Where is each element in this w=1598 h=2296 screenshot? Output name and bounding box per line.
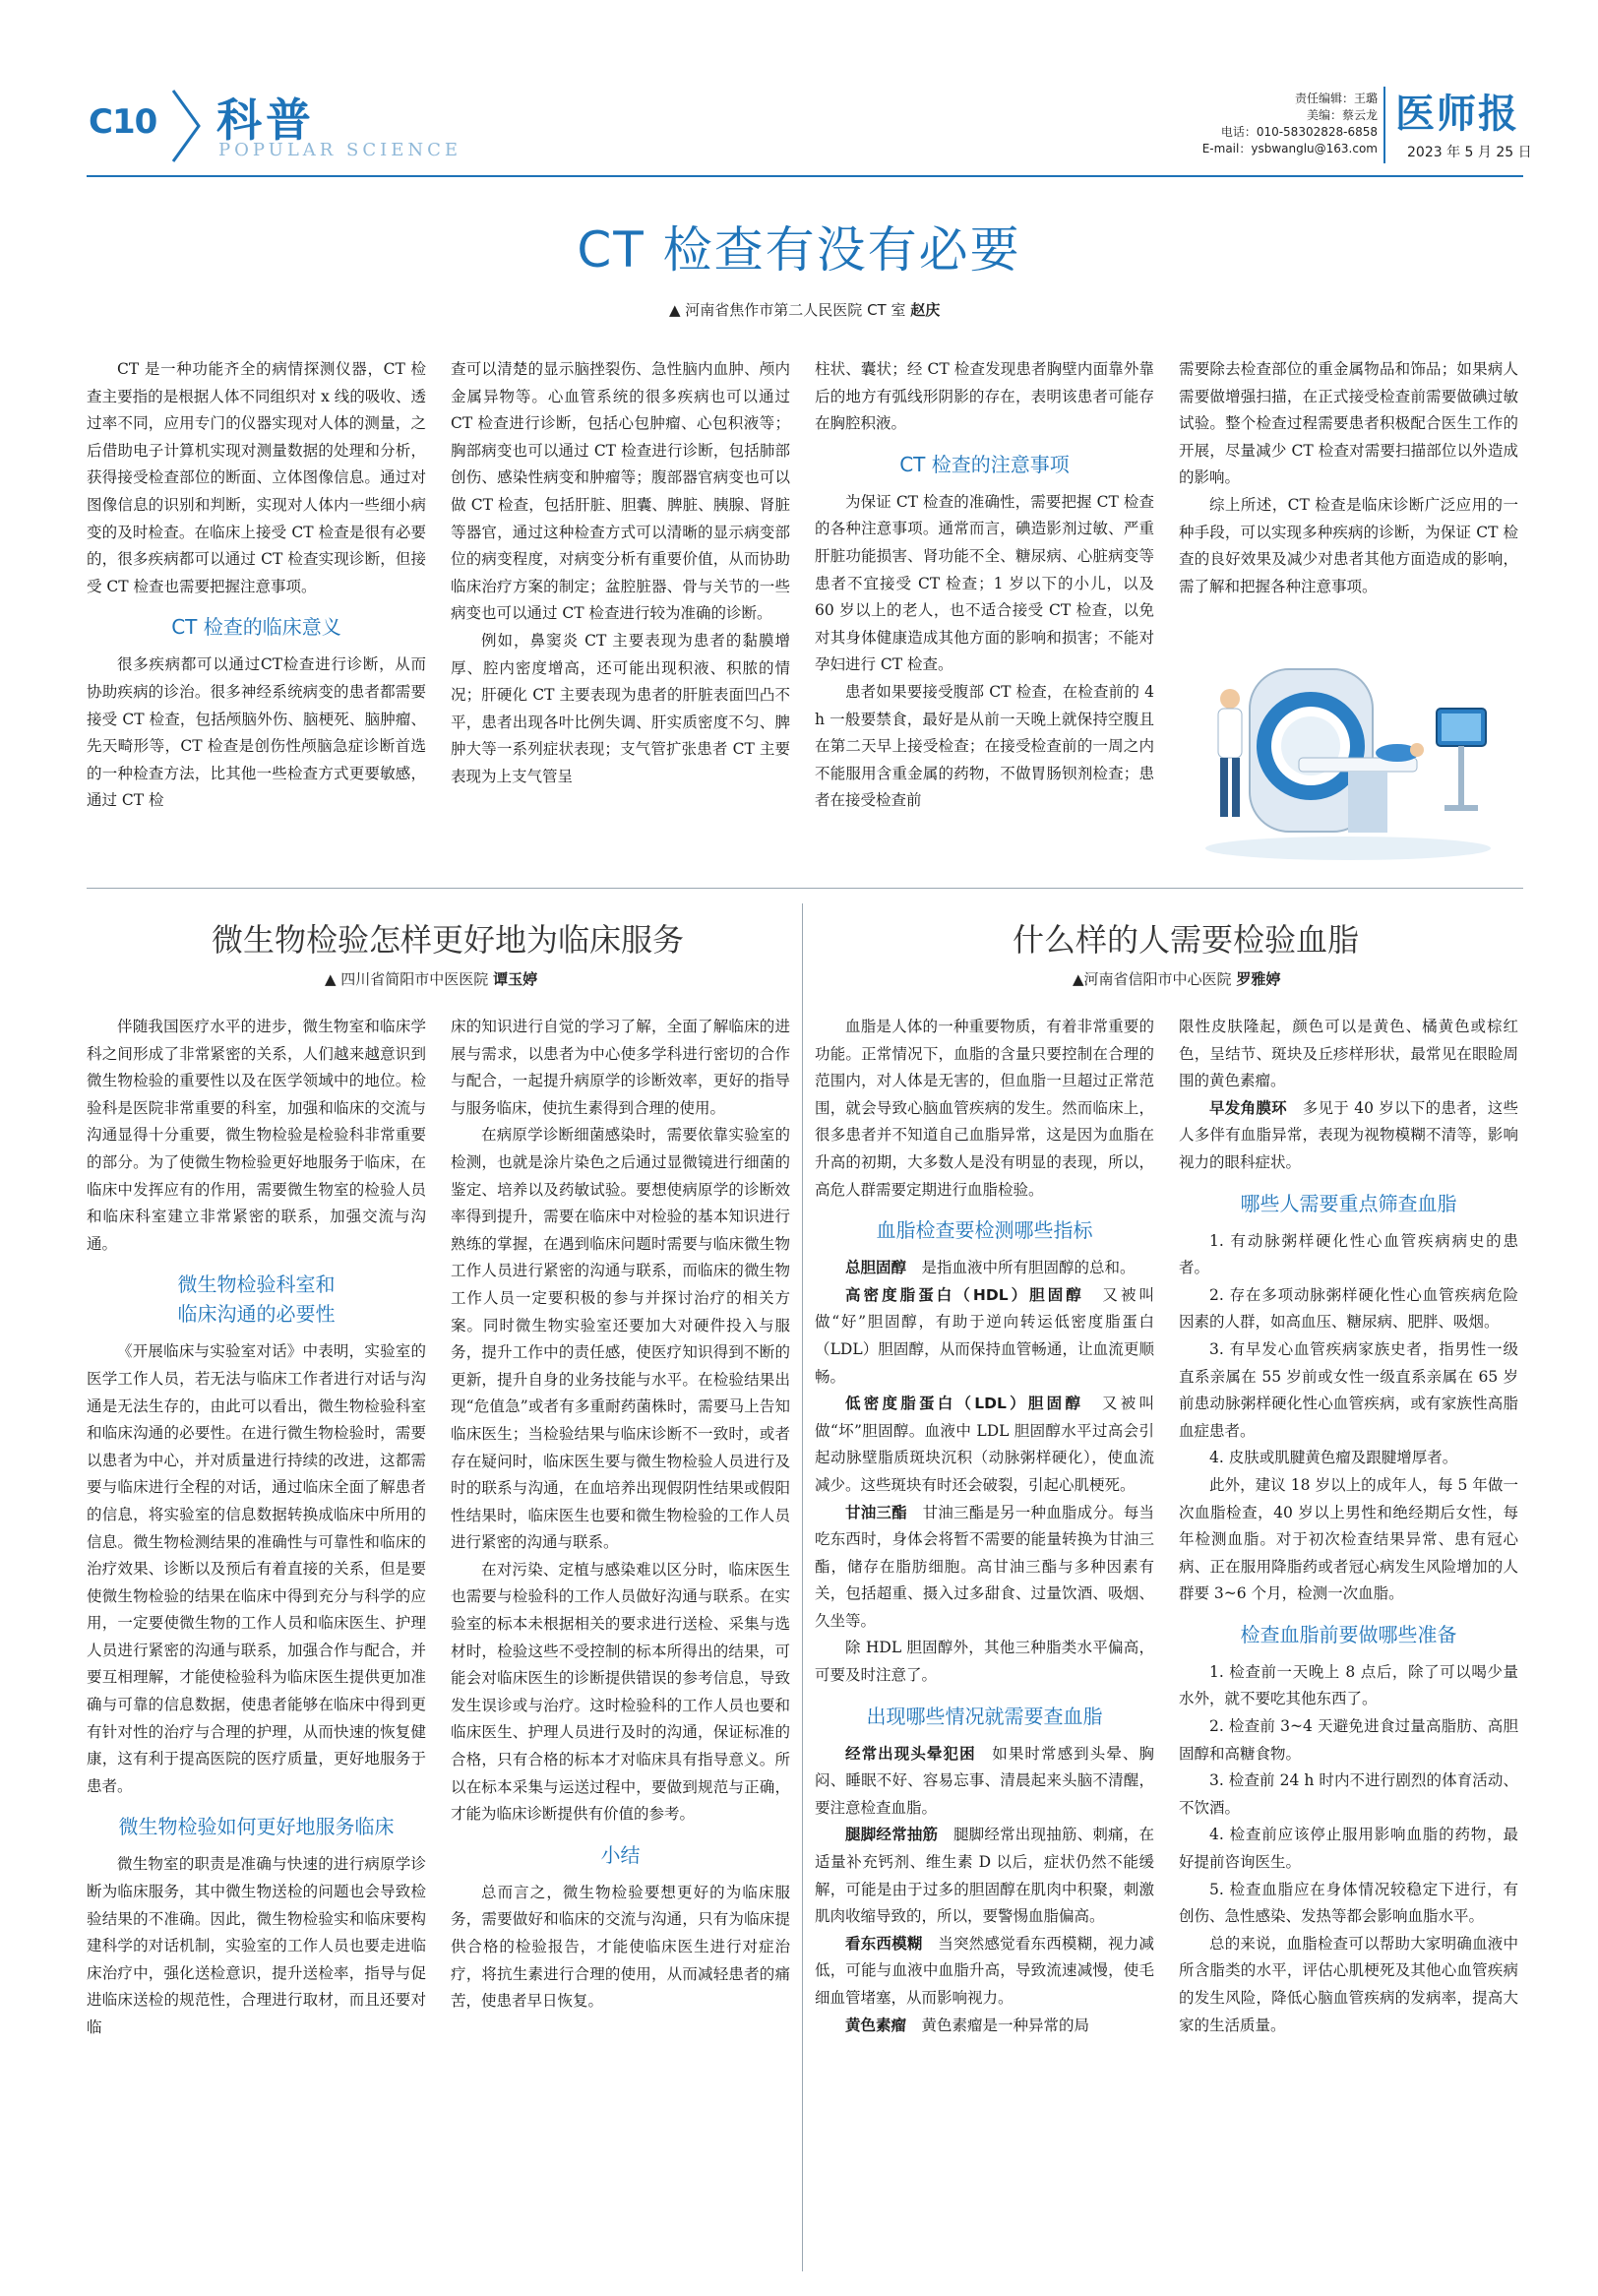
- subheading: 临床沟通的必要性: [177, 1302, 336, 1327]
- subheading: 血脂检查要检测哪些指标: [876, 1218, 1093, 1243]
- masthead-info: [1112, 91, 1378, 157]
- article2-byline-author: 谭玉婷: [493, 970, 538, 988]
- term-label: 总胆固醇: [845, 1259, 907, 1277]
- paragraph: 为保证 CT 检查的准确性，需要把握 CT 检查的各种注意事项。通常而言，碘造影剂过敏、严重肝脏功能损害、肾功能不全、糖尿病、心脏病变等患者不宜接受 CT 检查；1 岁以下的小儿，以及 60 岁以上的老人，也不适合接受 CT 检查，以免对其身体健康造成其他方面的影响和损害；不能对孕妇进行 CT 检查。: [815, 492, 1154, 674]
- term-text: 如果时常感到头晕、胸闷、睡眠不好、容易忘事、清晨起来头脑不清醒，要注意检查血脂。: [815, 1744, 1154, 1817]
- column-divider: [802, 903, 803, 2271]
- article2-title: 微生物检验怎样更好地为临床服务: [211, 921, 684, 959]
- term-text: 黄色素瘤是一种异常的局: [921, 2016, 1090, 2034]
- subheading: 小结: [600, 1842, 641, 1867]
- article3-column-1: [815, 1014, 1154, 2039]
- article1-column-1: [87, 356, 426, 815]
- article2-byline: [325, 968, 537, 989]
- editor-credit: 责任编辑：王璐: [1294, 92, 1378, 105]
- paragraph: 总的来说，血脂检查可以帮助大家明确血液中所含脂类的水平，评估心肌梗死及其他心血管疾病的发生风险，降低心脑血管疾病的发病率，提高大家的生活质量。: [1179, 1934, 1518, 2034]
- article3-title: 什么样的人需要检验血脂: [1012, 921, 1359, 959]
- term-label: 高密度脂蛋白（HDL）胆固醇: [845, 1285, 1084, 1304]
- term-text: 多见于 40 岁以下的患者，这些人多伴有血脂异常，表现为视物模糊不清等，影响视力的眼科症状。: [1179, 1098, 1518, 1171]
- list-item: 1. 检查前一天晚上 8 点后，除了可以喝少量水外，就不要吃其他东西了。: [1179, 1662, 1518, 1708]
- article2-byline-org: ▲ 四川省简阳市中医医院: [325, 970, 489, 988]
- paragraph: 例如，鼻窦炎 CT 主要表现为患者的黏膜增厚、腔内密度增高，还可能出现积液、积脓的情况；肝硬化 CT 主要表现为患者的肝脏表面凹凸不平，患者出现各叶比例失调、肝实质密度不匀、脾肿大等一系列症状表现；支气管扩张患者 CT 主要表现为上支气管呈: [451, 631, 790, 785]
- list-item: 4. 皮肤或肌腱黄色瘤及跟腱增厚者。: [1209, 1449, 1458, 1467]
- subheading: 微生物检验如何更好地服务临床: [118, 1815, 395, 1839]
- paragraph: 查可以清楚的显示脑挫裂伤、急性脑内血肿、颅内金属异物等。心血管系统的很多疾病也可以通过 CT 检查进行诊断，包括心包肿瘤、心包积液等；胸部病变也可以通过 CT 检查进行诊断，包括肺部创伤、感染性病变和肿瘤等；腹部器官病变也可以做 CT 检查，包括肝脏、胆囊、脾脏、胰腺、肾脏等器官，通过这种检查方式可以清晰的显示病变部位的病变程度，对病变分析有重要价值，从而协助临床治疗方案的制定；盆腔脏器、骨与关节的一些病变也可以通过 CT 检查进行较为准确的诊断。: [451, 360, 790, 623]
- article3-column-2: [1179, 1014, 1518, 2039]
- article2-column-1: [87, 1014, 426, 2042]
- paragraph: 微生物室的职责是准确与快速的进行病原学诊断为临床服务，其中微生物送检的问题也会导致检验结果的不准确。因此，微生物检验实和临床要构建科学的对话机制，实验室的工作人员也要走进临床治疗中，强化送检意识，提升送检率，指导与促进临床送检的规范性，合理进行取材，而且还要对临: [87, 1855, 426, 2036]
- art-editor-credit: 美编：蔡云龙: [1306, 108, 1378, 122]
- paragraph: 《开展临床与实验室对话》中表明，实验室的医学工作人员，若无法与临床工作者进行对话与沟通是无法生存的，由此可以看出，微生物检验科室和临床沟通的必要性。在进行微生物检验时，需要以患者为中心，并对质量进行持续的改进，这都需要与临床进行全程的对话，通过临床全面了解患者的信息，将实验室的信息数据转换成临床中所用的信息。微生物检测结果的准确性与可靠性和临床的治疗效果、诊断以及预后有着直接的关系，但是要使微生物检验的结果在临床中得到充分与科学的应用，一定要使微生物的工作人员和临床医生、护理人员进行紧密的沟通与联系，加强合作与配合，并要互相理解，才能使检验科为临床医生提供更加准确与可靠的信息数据，使患者能够在临床中得到更有针对性的治疗与合理的护理，从而快速的恢复健康，这有利于提高医院的医疗质量，更好地服务于患者。: [87, 1342, 426, 1795]
- article1-byline-org: ▲ 河南省焦作市第二人民医院 CT 室: [669, 301, 906, 319]
- masthead-divider: [1383, 87, 1385, 163]
- article1-column-2: [451, 356, 790, 791]
- section-subtitle: POPULAR SCIENCE: [218, 140, 462, 160]
- page-number: C10: [89, 102, 157, 142]
- term-text: 腿脚经常出现抽筋、刺痛，在适量补充钙剂、维生素 D 以后，症状仍然不能缓解，可能是由于过多的胆固醇在肌肉中积聚，刺激肌肉收缩导致的，所以，要警惕血脂偏高。: [815, 1826, 1154, 1926]
- paragraph: 需要除去检查部位的重金属物品和饰品；如果病人需要做增强扫描，在正式接受检查前需要做碘过敏试验。整个检查过程需要患者积极配合医生工作的开展，尽量减少 CT 检查对需要扫描部位以外造成的影响。: [1179, 360, 1518, 487]
- paragraph: 总而言之，微生物检验要想更好的为临床服务，需要做好和临床的交流与沟通，只有为临床提供合格的检验报告，才能使临床医生进行对症治疗，将抗生素进行合理的使用，从而减轻患者的痛苦，使患者早日恢复。: [451, 1883, 790, 2011]
- list-item: 1. 有动脉粥样硬化性心血管疾病病史的患者。: [1179, 1231, 1518, 1277]
- article3-byline-author: 罗雅婷: [1236, 970, 1281, 988]
- term-text: 甘油三酯是另一种血脂成分。每当吃东西时，身体会将暂不需要的能量转换为甘油三酯，储存在脂肪细胞。高甘油三酯与多种因素有关，包括超重、摄入过多甜食、过量饮酒、吸烟、久坐等。: [815, 1503, 1154, 1630]
- newspaper-logo: 医师报: [1395, 91, 1519, 137]
- section-title: 科普: [216, 93, 315, 147]
- paragraph: CT 是一种功能齐全的病情探测仪器，CT 检查主要指的是根据人体不同组织对 x 线的吸收、透过率不同，应用专门的仪器实现对人体的测量，之后借助电子计算机实现对测量数据的处理和分析，获得接受检查部位的断面、立体图像信息。通过对图像信息的识别和判断，实现对人体内一些细小病变的及时检查。在临床上接受 CT 检查是很有必要的，很多疾病都可以通过 CT 检查实现诊断，但接受 CT 检查也需要把握注意事项。: [87, 360, 426, 595]
- list-item: 5. 检查血脂应在身体情况较稳定下进行，有创伤、急性感染、发热等都会影响血脂水平。: [1179, 1880, 1518, 1926]
- article1-byline: [669, 299, 940, 320]
- paragraph: 综上所述，CT 检查是临床诊断广泛应用的一种手段，可以实现多种疾病的诊断，为保证 CT 检查的良好效果及减少对患者其他方面造成的影响，需了解和把握各种注意事项。: [1179, 495, 1518, 595]
- article1-title: CT 检查有没有必要: [577, 221, 1021, 279]
- term-label: 看东西模糊: [845, 1934, 923, 1953]
- paragraph: 床的知识进行自觉的学习了解，全面了解临床的进展与需求，以患者为中心使多学科进行密切的合作与配合，一起提升病原学的诊断效率，更好的指导与服务临床，使抗生素得到合理的使用。: [451, 1018, 790, 1117]
- section-divider: [87, 888, 1523, 889]
- article3-byline: [1073, 968, 1280, 989]
- article1-byline-author: 赵庆: [910, 301, 941, 319]
- paragraph: [815, 1500, 1154, 1636]
- paragraph: [815, 1282, 1154, 1391]
- paragraph: 很多疾病都可以通过CT检查进行诊断，从而协助疾病的诊治。很多神经系统病变的患者都需要接受 CT 检查，包括颅脑外伤、脑梗死、脑肿瘤、先天畸形等，CT 检查是创伤性颅脑急症诊断首选的一种检查方法，比其他一些检查方式更要敏感，通过 CT 检: [87, 655, 426, 810]
- subheading: 微生物检验科室和: [177, 1272, 336, 1297]
- list-item: 4. 检查前应该停止服用影响血脂的药物，最好提前咨询医生。: [1179, 1826, 1518, 1872]
- subheading: CT 检查的临床意义: [171, 615, 341, 640]
- ct-scanner-illustration: [1200, 630, 1496, 861]
- paragraph: [815, 1931, 1154, 2013]
- contact-phone: 电话：010-58302828-6858: [1220, 125, 1378, 139]
- contact-email: E-mail：ysbwanglu@163.com: [1201, 142, 1378, 155]
- term-text: 当突然感觉看东西模糊，视力减低，可能与血液中血脂升高，导致流速减慢，使毛细血管堵塞，从而影响视力。: [815, 1934, 1154, 2007]
- list-item: 2. 存在多项动脉粥样硬化性心血管疾病危险因素的人群，如高血压、糖尿病、肥胖、吸烟。: [1179, 1285, 1518, 1332]
- paragraph: 除 HDL 胆固醇外，其他三种脂类水平偏高，可要及时注意了。: [815, 1639, 1154, 1685]
- paragraph: 柱状、囊状；经 CT 检查发现患者胸壁内面靠外靠后的地方有弧线形阴影的存在，表明该患者可能存在胸腔积液。: [815, 360, 1154, 433]
- subheading: CT 检查的注意事项: [899, 452, 1070, 476]
- article3-byline-org: ▲河南省信阳市中心医院: [1073, 970, 1232, 988]
- term-text: 又被叫做“好”胆固醇，有助于逆向转运低密度脂蛋白（LDL）胆固醇，从而保持血管畅通，让血流更顺畅。: [815, 1285, 1154, 1386]
- paragraph: [815, 1741, 1154, 1823]
- paragraph: 在病原学诊断细菌感染时，需要依靠实验室的检测，也就是涂片染色之后通过显微镜进行细菌的鉴定、培养以及药敏试验。要想使病原学的诊断效率得到提升，需要在临床中对检验的基本知识进行熟练的掌握，在遇到临床问题时需要与临床微生物工作人员进行紧密的沟通与联系，而临床的微生物工作人员一定要积极的参与并探讨治疗的相关方案。同时微生物实验室还要加大对硬件投入与服务，提升工作中的责任感，使医疗知识得到不断的更新，提升自身的业务技能与水平。在检验结果出现“危值急”或者有多重耐药菌株时，需要马上告知临床医生；当检验结果与临床诊断不一致时，或者存在疑问时，临床医生要与微生物检验人员进行及时的联系与沟通，在血培养出现假阴性结果或假阳性结果时，临床医生也要和微生物检验的工作人员进行紧密的沟通与联系。: [451, 1126, 790, 1552]
- paragraph: 血脂是人体的一种重要物质，有着非常重要的功能。正常情况下，血脂的含量只要控制在合理的范围内，对人体是无害的，但血脂一旦超过正常范围，就会导致心脑血管疾病的发生。然而临床上，很多患者并不知道自己血脂异常，这是因为血脂在升高的初期，大多数人是没有明显的表现，所以，高危人群需要定期进行血脂检验。: [815, 1018, 1154, 1199]
- paragraph: [815, 1391, 1154, 1499]
- term-text: 是指血液中所有胆固醇的总和。: [921, 1259, 1136, 1277]
- article1-column-4: [1179, 356, 1518, 600]
- term-text: 又被叫做“坏”胆固醇。血液中 LDL 胆固醇水平过高会引起动脉壁脂质斑块沉积（动脉粥样硬化），使血流减少。这些斑块有时还会破裂，引起心肌梗死。: [815, 1395, 1154, 1494]
- paragraph: 此外，建议 18 岁以上的成年人，每 5 年做一次血脂检查，40 岁以上男性和绝经期后女性，每年检测血脂。对于初次检查结果异常、患有冠心病、正在服用降脂药或者冠心病发生风险增加的人群要 3~6 个月，检测一次血脂。: [1179, 1475, 1518, 1603]
- issue-date: 2023 年 5 月 25 日: [1407, 145, 1532, 160]
- list-item: 3. 检查前 24 h 时内不进行剧烈的体育活动、不饮酒。: [1179, 1771, 1518, 1817]
- paragraph: [815, 2013, 1154, 2040]
- term-label: 经常出现头晕犯困: [845, 1744, 976, 1763]
- paragraph: [815, 1822, 1154, 1930]
- term-label: 甘油三酯: [845, 1503, 907, 1521]
- article1-column-3: [815, 356, 1154, 815]
- paragraph: 患者如果要接受腹部 CT 检查，在检查前的 4 h 一般要禁食，最好是从前一天晚上就保持空腹且在第二天早上接受检查；在接受检查前的一周之内不能服用含重金属的药物，不做胃肠钡剂检查；患者在接受检查前: [815, 682, 1154, 810]
- term-label: 早发角膜环: [1209, 1098, 1287, 1117]
- chevron-right-icon: [169, 87, 205, 165]
- list-item: 2. 检查前 3~4 天避免进食过量高脂肪、高胆固醇和高糖食物。: [1179, 1717, 1518, 1763]
- paragraph: 限性皮肤隆起，颜色可以是黄色、橘黄色或棕红色，呈结节、斑块及丘疹样形状，最常见在眼睑周围的黄色素瘤。: [1179, 1018, 1518, 1090]
- article2-column-2: [451, 1014, 790, 2016]
- paragraph: 在对污染、定植与感染难以区分时，临床医生也需要与检验科的工作人员做好沟通与联系。在实验室的标本未根据相关的要求进行送检、采集与选材时，检验这些不受控制的标本所得出的结果，可能会对临床医生的诊断提供错误的参考信息，导致发生误诊或与治疗。这时检验科的工作人员也要和临床医生、护理人员进行及时的沟通，保证标准的合格，只有合格的标本才对临床具有指导意义。所以在标本采集与运送过程中，要做到规范与正确，才能为临床诊断提供有价值的参考。: [451, 1560, 790, 1824]
- subheading: 出现哪些情况就需要查血脂: [866, 1704, 1103, 1728]
- term-label: 黄色素瘤: [845, 2016, 907, 2034]
- paragraph: [815, 1255, 1154, 1282]
- list-item: 3. 有早发心血管疾病家族史者，指男性一级直系亲属在 55 岁前或女性一级直系亲属在 65 岁前患动脉粥样硬化性心血管疾病，或有家族性高脂血症患者。: [1179, 1339, 1518, 1440]
- term-label: 腿脚经常抽筋: [845, 1826, 939, 1844]
- term-label: 低密度脂蛋白（LDL）胆固醇: [845, 1395, 1084, 1413]
- subheading: 检查血脂前要做哪些准备: [1240, 1622, 1457, 1646]
- subheading: 哪些人需要重点筛查血脂: [1240, 1191, 1457, 1215]
- paragraph: [1179, 1095, 1518, 1177]
- paragraph: 伴随我国医疗水平的进步，微生物室和临床学科之间形成了非常紧密的关系，人们越来越意识到微生物检验的重要性以及在医学领域中的地位。检验科是医院非常重要的科室，加强和临床的交流与沟通显得十分重要，微生物检验是检验科非常重要的部分。为了使微生物检验更好地服务于临床，在临床中发挥应有的作用，需要微生物室的检验人员和临床科室建立非常紧密的联系，加强交流与沟通。: [87, 1018, 426, 1253]
- header-rule: [87, 175, 1523, 177]
